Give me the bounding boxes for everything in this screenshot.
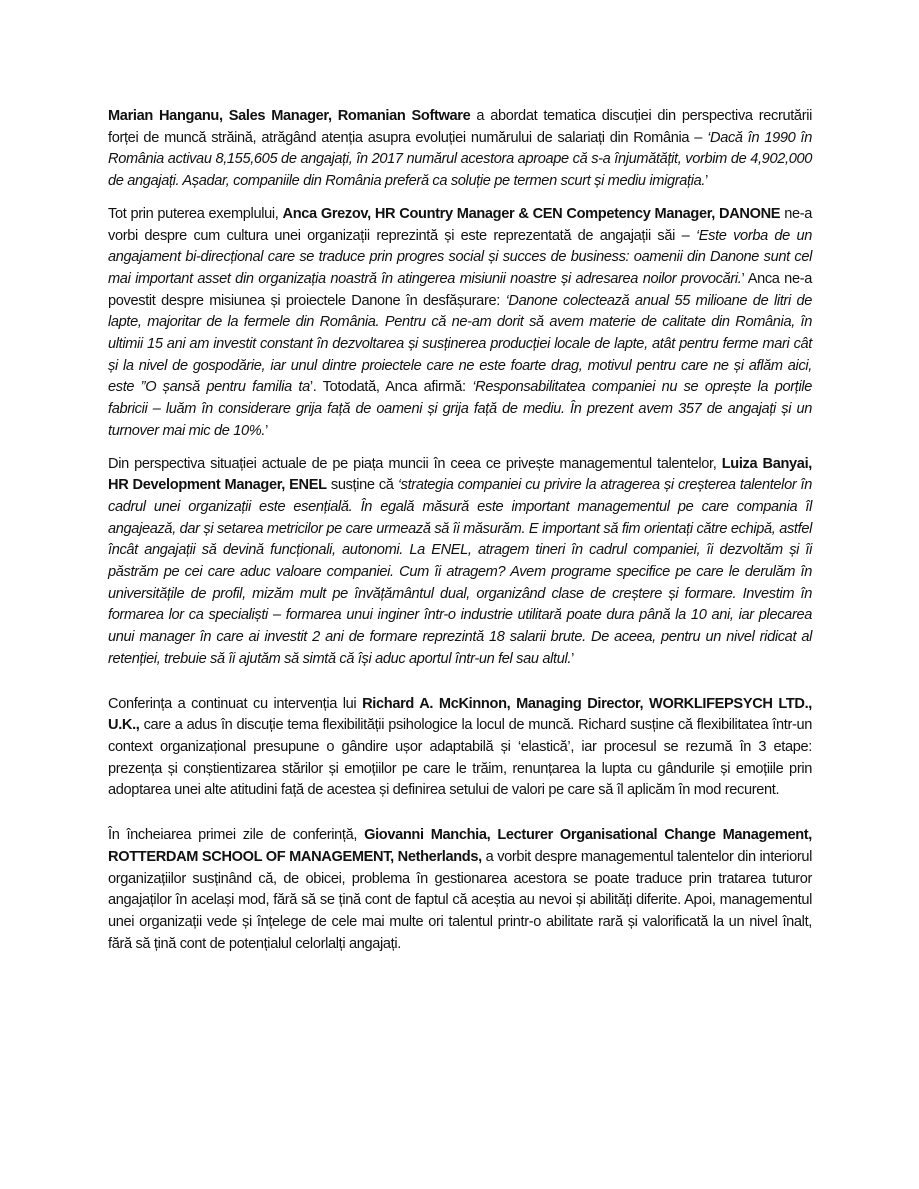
speaker-name: Richard A. McKinnon, Managing Director, WORKLIFEPSYCH LTD., U.K., [108, 695, 813, 734]
body-text: Tot prin puterea exemplului, [108, 205, 283, 222]
body-text: ’ Anca ne-a povestit despre misiunea și proiectele Danone în desfășurare: [108, 270, 812, 309]
body-text: În încheiarea primei zile de conferință, [108, 827, 365, 844]
body-text: care a adus în discuție tema flexibilității psihologice la locul de muncă. Richard susține că flexibilitatea într-un context organizațional presupune o gândire ușor adaptabilă și ‘elastică’, iar procesul se rezumă în 3 etape: prezența și conștientizarea stărilor și emoțiilor pe care le trăim, renunțarea la lupta cu gândurile și emoțiile prin adoptarea unei alte atitudini față de acestea și definirea setului de valori pe care să îl aplicăm în mod recurent. [108, 717, 812, 799]
body-text: susține că [326, 477, 398, 494]
body-text: ’ [265, 422, 268, 439]
paragraph-marian-hanganu [108, 106, 812, 193]
quote-text: ‘Danone colectează anual 55 milioane de litri de lapte, majoritar de la fermele din România. Pentru că ne-am dorit să avem materie de calitate din România, în ultimii 15 ani am investit constant în dezvoltarea și susținerea producției locale de lapte, atât pentru ferme mari cât și la nivel de gospodărie, iar unul dintre proiectele care ne este foarte drag, motivul pentru care ne și aflăm aici, este ”O șansă pentru familia ta [108, 292, 812, 396]
body-text: Din perspectiva situației actuale de pe piața muncii în ceea ce privește managementul talentelor, [108, 455, 722, 472]
speaker-name: Marian Hanganu, Sales Manager, Romanian Software [108, 108, 471, 124]
paragraph-anca-grezov [108, 204, 812, 443]
paragraph-richard-mckinnon [108, 694, 812, 803]
body-text: a abordat tematica discuției din perspectiva recrutării forței de muncă străină, atrăgând atenția asupra evoluției numărului de salariați din România – [108, 108, 812, 146]
body-text: ’ [705, 173, 708, 190]
speaker-name: Giovanni Manchia, Lecturer Organisational Change Management, ROTTERDAM SCHOOL OF MANAGEMENT, Netherlands, [108, 827, 813, 865]
speaker-name: Anca Grezov, HR Country Manager & CEN Competency Manager, DANONE [282, 205, 781, 222]
quote-text: ‘Dacă în 1990 în România activau 8,155,605 de angajați, în 2017 numărul acestora aproape că s-a înjumătățit, vorbim de 4,902,000 de angajați. Așadar, companiile din România preferă ca soluție pe termen scurt și mediu imigrația. [108, 129, 812, 190]
quote-text: ‘strategia companiei cu privire la atragerea și creșterea talentelor în cadrul unei organizații este esențială. În egală măsură este important managementul pe care compania îl angajează, dar și setarea metricilor pe care urmează să îi măsurăm. E important să fim orientați către echipă, astfel încât angajații să devină funcționali, autonomi. La ENEL, atragem tineri în cadrul companiei, îi dezvoltăm și îi păstrăm pe cei care aduc valoare companiei. Cum îi atragem? Avem programe specifice pe care le derulăm în universitățile de profil, mizăm mult pe învățământul dual, organizând clase de creștere și formare. Investim în formarea lor ca specialiști – formarea unui inginer într-o industrie utilitară poate dura până la 10 ani, iar plecarea unui manager în care ai investit 2 ani de formare reprezintă 18 salarii brute. De aceea, pentru un nivel ridicat al retenției, trebuie să îi ajutăm să simtă că își aduc aportul într-un fel sau altul. [108, 477, 813, 667]
body-text: a vorbit despre managementul talentelor din interiorul organizațiilor susținând că, de obicei, problema în gestionarea acestora se poate traduce prin tratarea tuturor angajaților în același mod, fără să se țină cont de faptul că aceștia au nevoi și abilități diferite. Apoi, managementul unei organizații vede și înțelege de cele mai multe ori talentul printr-o abilitate rară și valorificată la un nivel înalt, fără să țină cont de potențialul celorlalți angajați. [108, 848, 813, 952]
body-text: ne-a vorbi despre cum cultura unei organizații reprezintă și este reprezentată de angajații săi – [108, 205, 812, 244]
body-text: Conferința a continuat cu intervenția lui [108, 695, 363, 712]
document-page [108, 106, 812, 955]
body-text: ’ [571, 650, 574, 667]
quote-text: ‘Responsabilitatea companiei nu se oprește la porțile fabricii – luăm în considerare grija față de oameni și grija față de mediu. În prezent avem 357 de angajați și un turnover mai mic de 10%. [108, 379, 812, 439]
speaker-name: Luiza Banyai, HR Development Manager, ENEL [108, 455, 812, 494]
body-text: ’. Totodată, Anca afirmă: [309, 379, 473, 396]
quote-text: ‘Este vorba de un angajament bi-direcțional care se traduce prin progres social și succes de business: oamenii din Danone sunt cel mai important asset din organizația noastră în atingerea misiunii noastre și adresarea noilor provocări. [108, 227, 812, 287]
paragraph-giovanni-manchia [108, 825, 812, 955]
paragraph-luiza-banyai [108, 454, 812, 671]
